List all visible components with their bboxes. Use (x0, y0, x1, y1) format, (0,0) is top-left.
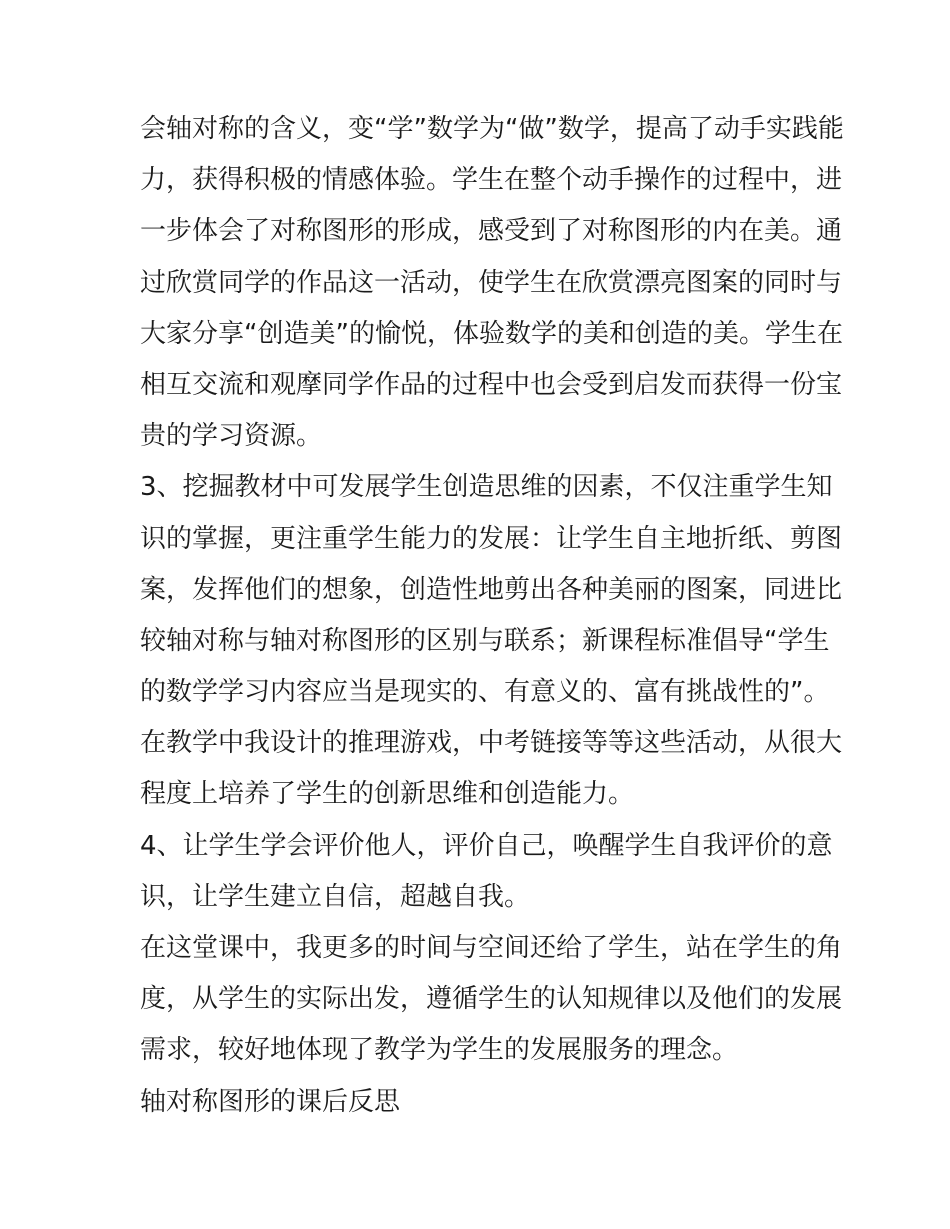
text-line: 程度上培养了学生的创新思维和创造能力。 (140, 779, 635, 810)
text-line: 4、让学生学会评价他人，评价自己，唤醒学生自我评价的意 (140, 830, 833, 861)
text-line: 大家分享“创造美”的愉悦，体验数学的美和创造的美。学生在 (140, 318, 843, 349)
text-line: 的数学学习内容应当是现实的、有意义的、富有挑战性的”。 (140, 677, 830, 708)
text-line: 在教学中我设计的推理游戏，中考链接等等这些活动，从很大 (140, 728, 843, 759)
text-line: 贵的学习资源。 (140, 421, 323, 452)
text-line: 需求，较好地体现了教学为学生的发展服务的理念。 (140, 1035, 739, 1066)
text-line: 在这堂课中，我更多的时间与空间还给了学生，站在学生的角 (140, 933, 843, 963)
text-line: 过欣赏同学的作品这一活动，使学生在欣赏漂亮图案的同时与 (140, 267, 843, 298)
text-line: 3、挖掘教材中可发展学生创造思维的因素，不仅注重学生知 (140, 472, 833, 503)
text-line: 识，让学生建立自信，超越自我。 (140, 881, 531, 912)
text-line: 相互交流和观摩同学作品的过程中也会受到启发而获得一份宝 (140, 369, 843, 400)
text-line: 较轴对称与轴对称图形的区别与联系；新课程标准倡导“学生 (140, 625, 830, 656)
section-title: 轴对称图形的课后反思 (140, 1086, 401, 1117)
text-line: 度，从学生的实际出发，遵循学生的认知规律以及他们的发展 (140, 984, 843, 1015)
document-body (140, 104, 844, 1128)
text-line: 一步体会了对称图形的形成，感受到了对称图形的内在美。通 (140, 216, 843, 247)
text-line: 会轴对称的含义，变“学”数学为“做”数学，提高了动手实践能 (140, 114, 844, 144)
text-line: 案，发挥他们的想象，创造性地剪出各种美丽的图案，同进比 (140, 574, 843, 605)
text-line: 力，获得积极的情感体验。学生在整个动手操作的过程中，进 (140, 165, 843, 196)
text-line: 识的掌握，更注重学生能力的发展：让学生自主地折纸、剪图 (140, 523, 843, 554)
